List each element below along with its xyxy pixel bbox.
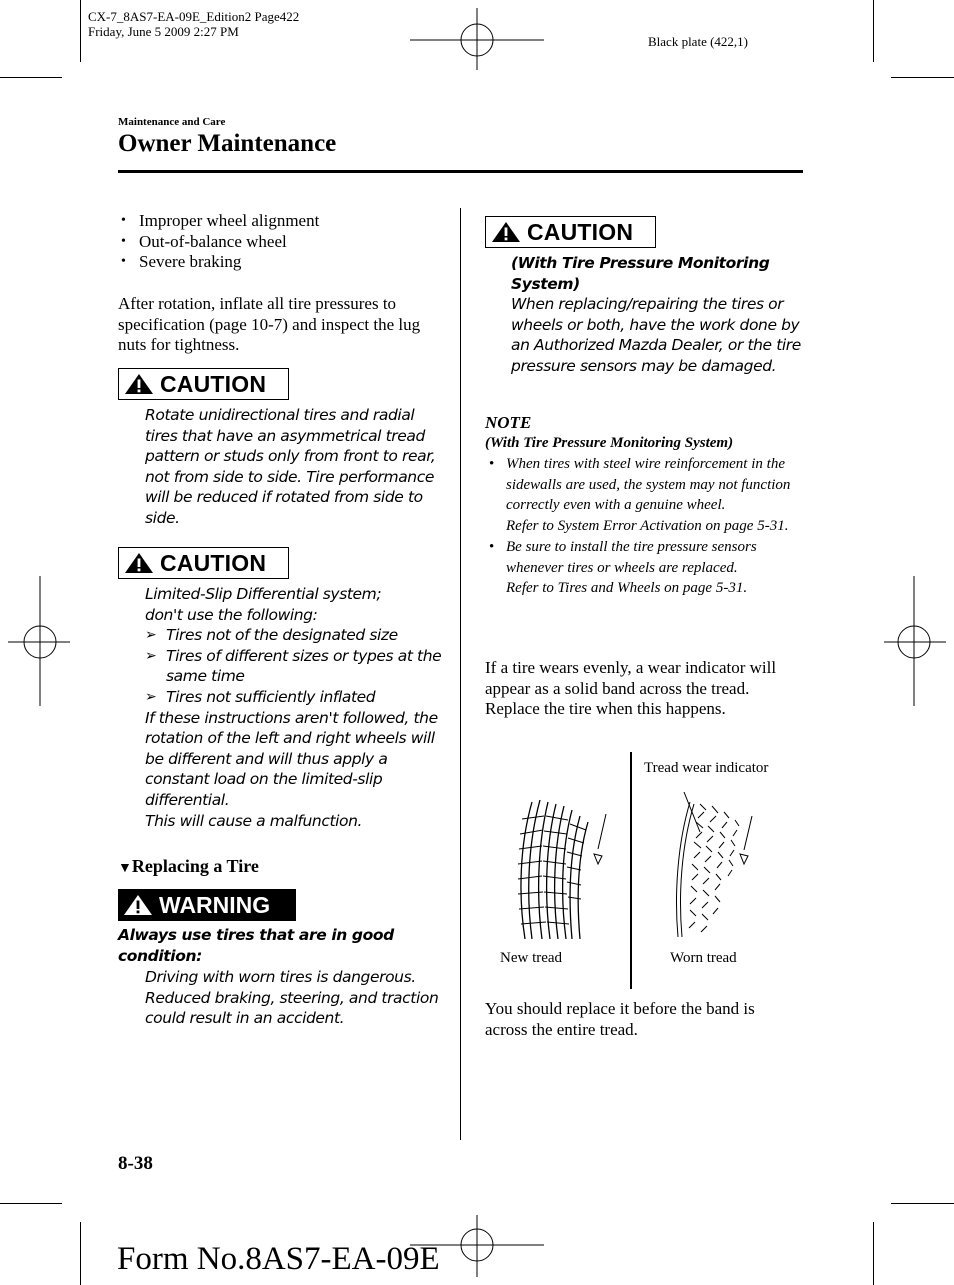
replacing-heading-text: Replacing a Tire xyxy=(131,856,259,876)
registration-mark-top xyxy=(410,8,544,70)
list-item: • Out-of-balance wheel xyxy=(118,232,448,253)
page-title: Owner Maintenance xyxy=(118,130,337,157)
caution-3-body xyxy=(511,253,811,377)
replacing-heading xyxy=(118,856,259,880)
list-item xyxy=(485,537,795,599)
after-rotation-text: After rotation, inflate all tire pressures to specification (page 10-7) and inspect the lug nuts for tightness. xyxy=(118,294,421,354)
caution-2-body xyxy=(145,584,443,831)
warning-triangle-icon xyxy=(124,373,154,395)
note-block xyxy=(485,413,805,599)
caution-2-intro: Limited-Slip Differential system; don't use the following: xyxy=(145,585,382,624)
list-item: ➢ Tires of different sizes or types at the same time xyxy=(145,646,443,687)
warning-label-text: WARNING xyxy=(159,891,271,918)
list-item xyxy=(485,454,795,537)
figure-divider xyxy=(630,752,632,989)
indicator-label: Tread wear indicator xyxy=(644,760,769,776)
down-triangle-icon: ▼ xyxy=(118,861,132,876)
registration-mark-right xyxy=(884,576,946,706)
form-number: Form No.8AS7-EA-09E xyxy=(117,1241,440,1277)
wear-text-1: If a tire wears evenly, a wear indicator will appear as a solid band across the tread. xyxy=(485,658,777,698)
closing-text: You should replace it before the band is across the entire tread. xyxy=(485,999,755,1039)
note-title: NOTE xyxy=(485,413,532,432)
file-info-line2: Friday, June 5 2009 2:27 PM xyxy=(88,24,239,39)
list-item: • Severe braking xyxy=(118,252,448,273)
note-list xyxy=(485,454,795,599)
caution-1-text: Rotate unidirectional tires and radial tires that have an asymmetrical tread pattern or studs only from front to rear, not from side to side. Tire performance will be reduced if rotated from side to side. xyxy=(145,406,436,527)
column-divider xyxy=(460,208,461,1140)
note-subtitle: (With Tire Pressure Monitoring System) xyxy=(485,435,734,451)
warning-triangle-icon xyxy=(491,221,521,243)
caution-3-text: When replacing/repairing the tires or wheels or both, have the work done by an Authorized Mazda Dealer, or the tire pressure sensors may be damaged. xyxy=(511,295,801,375)
note-item-text: Be sure to install the tire pressure sensors whenever tires or wheels are replaced. xyxy=(506,538,757,576)
worn-tread-illustration xyxy=(660,792,760,942)
caution-3-heading: (With Tire Pressure Monitoring System) xyxy=(511,254,770,293)
warning-triangle-icon xyxy=(124,552,154,574)
new-tread-illustration xyxy=(510,794,610,944)
caution-2-list xyxy=(145,625,443,707)
tread-figure xyxy=(485,752,805,992)
list-item: • Improper wheel alignment xyxy=(118,211,448,232)
warning-text: Driving with worn tires is dangerous. Reduced braking, steering, and traction could result in an accident. xyxy=(145,968,439,1028)
caution-label-text: CAUTION xyxy=(160,370,267,397)
wear-text-2: Replace the tire when this happens. xyxy=(485,699,726,718)
new-tread-label: New tread xyxy=(500,950,563,966)
caution-label-2 xyxy=(118,547,289,579)
worn-tread-label: Worn tread xyxy=(670,950,737,966)
caution-label-text: CAUTION xyxy=(160,549,267,576)
warning-bold-text: Always use tires that are in good condition: xyxy=(118,926,394,965)
caution-label-1 xyxy=(118,368,289,400)
plate-label: Black plate (422,1) xyxy=(648,34,748,49)
registration-mark-left xyxy=(8,576,70,706)
warning-label xyxy=(118,889,296,921)
note-item-ref: Refer to Tires and Wheels on page 5-31. xyxy=(506,580,748,597)
title-rule xyxy=(118,170,803,173)
list-item: ➢ Tires not of the designated size xyxy=(145,625,443,646)
file-info-line1: CX-7_8AS7-EA-09E_Edition2 Page422 xyxy=(88,9,300,24)
note-item-text: When tires with steel wire reinforcement in the sidewalls are used, the system may not function correctly even with a genuine wheel. xyxy=(506,456,791,514)
caution-2-outro-2: This will cause a malfunction. xyxy=(145,811,363,830)
page-number: 8-38 xyxy=(118,1153,153,1174)
file-info xyxy=(88,9,299,39)
caution-label-text: CAUTION xyxy=(527,218,634,245)
caution-label-3 xyxy=(485,216,656,248)
warning-triangle-icon xyxy=(123,894,153,916)
wear-text xyxy=(485,658,785,720)
cause-list xyxy=(118,211,448,273)
caution-2-outro: If these instructions aren't followed, the rotation of the left and right wheels will be different and will thus apply a constant load on the limited-slip differential. xyxy=(145,708,438,809)
section-label: Maintenance and Care xyxy=(118,116,226,128)
note-item-ref: Refer to System Error Activation on page 5-31. xyxy=(506,518,789,535)
list-item: ➢ Tires not sufficiently inflated xyxy=(145,687,443,708)
